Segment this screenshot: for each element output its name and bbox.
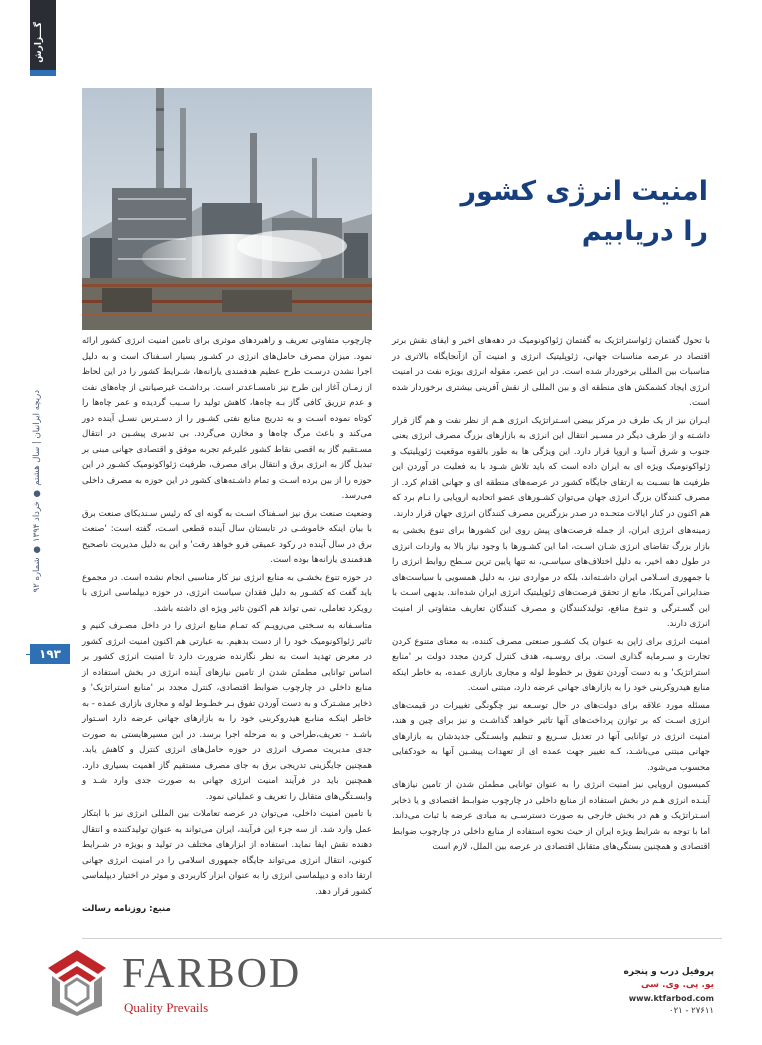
paragraph: چارچوب متفاوتی تعریف و راهبردهای موثری برای تامین امنیت انرژی کشور ارائه نمود. میزان مصرف حامل‌های انرژی در کشـور بسیار اسـفناک است و به دلیل اجرا نشدن درسـت طرح عظیم هدفمندی یارانه‌ها، شـرایط کشور را در این لحاظ از زمـان آغاز این طرح نیز نامسـاعدتر است. برداشـت غیرصیانتی از چاه‌های نفت و عدم تزریق کافی گاز بـه چاه‌ها، کاهش تولید را سـبب گردیده و عمر چاه‌ها را کوتاه نموده اسـت و به تدریج منابع نفتی کشـور را از دسـترس نسـل آینده دور می‌کند و باعث مرگ چاه‌ها و مخازن می‌گردد. بی تدبیری پیشـین در انتقال مسـتقیم گاز به اقصی نقاط کشور علیرغم تجربه موفق و اقتصادی جهانی مبنی بر تبدیل گاز به انرژی برق و انتقال برای مصرف، ظرفیت ژئواکونومیک کشـور در این حوزه را از بین برده اسـت و تمام داشـته‌های کشور در این حوزه به مصرف داخلی می‌رسد. (82, 336, 372, 501)
refinery-photo (82, 88, 372, 330)
farbod-logo-icon (46, 948, 108, 1016)
section-label: گـــزارش (34, 22, 44, 63)
paragraph: با تامین امنیت داخلی، می‌توان در عرصه تعاملات بین المللی انرژی نیز با ابتکار عمل وارد شد. از سه جزء این فرآیند، ایران می‌تواند به عنوان تولیدکننده و انتقال دهنده نقش ایفا نماید. استفاده از ابزارهای مختلف در تولید و بویژه در شـرایط کنونی، انتقال انرژی می‌تواند جایگاه جمهوری اسلامی را در امنیت انرژی جهانی ارتقا داده و دیپلماسی انرژی را به عنوان ابزار کاربردی و موثر در اختیار دیپلماسی کشور قرار دهد. (82, 809, 372, 897)
section-tab (30, 0, 56, 76)
paragraph: مسئله مورد علاقه برای دولت‌های در حال توسـعه نیز چگونگی تغییرات در قیمت‌های انرژی اسـت که بر توازن پرداخت‌های آنها تاثیر خواهد گذاشـت و نیز برای چین و هند، امنیت انرژی در توانایی آنها در تعدیل سـریع و تنظیم وابسـتگی جدیدشان به بازارهای جهانی مبتنی می‌باشـد، کـه تغییر جهت عمده ای از تعهدات پیشـین آنها به خودکفایی محسوب می‌شود. (392, 700, 710, 773)
left-text-column (82, 334, 372, 918)
paragraph: کمیسیون اروپایی نیز امنیت انرژی را به عنوان توانایی مطمئن شدن از تامین نیازهای آینـده انرژی هـم در بخش استفاده از منابع داخلی در چارچوب ضوابـط اقتصادی و یا ذخایر اسـتراتژیک و هم در بخش خارجی به صورت دسترسـی به مبادی عرضه با ثبات می‌داند. اما با توجه به شرایط ویژه ایران از حیث نحوه استفاده از منابع داخلی در چارچوب ضوابط اقتصادی و همچنین بستگی‌های متقابل اقتصادی در عرصه بین الملل، لازم است (392, 780, 710, 852)
refinery-illustration (82, 88, 372, 330)
paragraph: متاسـفانه به سـختی می‌رویـم که تمـام منابع انرژی را در داخل مصـرف کنیم و تاثیر ژئواکونومیک خود را از دست بدهیم. به عبارتی هم اکنون امنیت انرژی کشور در معرض تهدید است به نظر نگارنده ضرورت دارد تا امنیت انرژی کشور بر اساس توانایی مطمئن شدن از تامین نیازهای آینده انرژی در بخش استفاده از منابع داخلی در چارچوب ضوابط اقتصادی، کنترل مجدد بر 'منابع استراتژیک' و ذخایر مشـترک و به دست آوردن تفوق بـر خطـوط لوله و مجاری بازاری عمده - به خاطر اینکـه منابـع هیدروکربنی خود را به بازارهای جهانی عرضه دارد اسـتوار باشـد - تعریف،طراحی و به مرحله اجرا برسد. در این مسیرهایستی به صورت جدی مدیریت مصرف انرژی در حوزه حامل‌های انرژی کنترل و کاهش یابد. همچنین جایگزینی تدریجی برق به جای مصرف مستقیم گاز اهمیت بسیاری دارد. همچنین باید در فرآیند امنیت انرژی جهانی به صورت جدی وارد شـد و وابسـتگی‌های متقابل را تعریف و عملیاتی نمود. (82, 621, 372, 802)
article-title (386, 172, 708, 252)
ad-product-line: پروفیل درب و پنجره (623, 967, 714, 977)
paragraph: در حوزه تنوع بخشـی به منابع انرژی نیز کار مناسبی انجام نشده است. در مجموع باید گفت که کشـور به دلیل فقدان سیاست انرژی، در حوزه دیپلماسی انرژی با رویکرد تعاملی، نمی تواند هم اکنون تاثیر ویژه ای داشته باشد. (82, 572, 372, 614)
title-line-2: را دریابیم (581, 216, 708, 247)
ad-contact (602, 966, 714, 1018)
magazine-info-text: دریچه ایرانیان | سال هشتم ● خرداد ۱۳۹۴ ● شماره ۹۲ (32, 390, 42, 593)
magazine-info (30, 390, 48, 635)
ad-website[interactable]: www.ktfarbod.com (628, 994, 714, 1003)
ad-material-line: یو. پی. وی. سی (641, 980, 714, 990)
paragraph: امنیت انرژی برای ژاپن به عنوان یک کشـور صنعتی مصرف کننده، به معنای متنوع کردن تجارت و سـرمایه گذاری است. برای روسـیه، هدف کنترل کردن مجدد دولت بر 'منابع استراتژیک' و به دست آوردن تفوق بر خطوط لوله و مجاری بازاری عمده، به خاطر اینکه منابع هیدروکربنی خود را به بازارهای جهانی عرضه دارد، مبتنی است. (392, 636, 710, 693)
paragraph: زمینه‌های انرژی ایران، از جمله فرصت‌های پیش روی این کشورها برای تنوع بخشی به بازار بزرگ تقاضای انرژی شـان اسـت، اما این کشـورها با وجود نیاز بالا به واردات انرژی در طول دهه اخیر، به دلیل اختلاف‌های سیاسـی، نه تنها پایین ترین سـطح روابط انرژی را با جمهوری اسـلامی ایران داشـته‌اند، بلکه در مواردی نیز، به دلیل همسویی با سیاست‌های ضدایرانی آمریکا، مانع از تحقق فرصت‌های ژئوپلیتیک انرژی ایران شده‌اند. بدیهی اسـت با این گسـترگی و تنوع منافع، تولیدکنندگان و مصرف کنندگان تعاریف متفاوتی از امنیت انرژی دارند. (392, 526, 710, 629)
paragraph: با تحول گفتمان ژئواستراتژیک به گفتمان ژئواکونومیک در دهه‌های اخیر و ایفای نقش برتر اقتصاد در عرصه مناسبات جهانی، ژئوپلیتیک انرژی و امنیت آن ازآنجایگاه بالاتری در مناسبات بین المللی برخوردار شده است. در این عصر، مقوله انرژی بویژه نفت در امنیت انرژی ایجاد کشمکش های منطقه ای و بین المللی از نقش آفرینی بیشتری برخوردار شده است. (392, 336, 710, 408)
article-source: منبع: روزنامه رسالت (82, 904, 171, 914)
ad-phone: ۰۲۱ - ۲۷۶۱۱ (669, 1006, 714, 1016)
title-line-1: امنیت انرژی کشور (460, 176, 708, 207)
page-number: ۱۹۳ (30, 644, 70, 664)
footer-divider (82, 938, 722, 939)
paragraph: وضعیت صنعت برق نیز اسـفناک اسـت به گونه ای که رئیس سـندیکای صنعت برق با بیان اینکه خاموشـی در تابستان سال آینده قطعی اسـت، گفته است: 'صنعت برق در سال آینده در رکود عمیقی فرو خواهد رفت' و این به دلیل مدیریت ناصحیح هدفمندی یارانه‌ها بوده است. (82, 508, 372, 565)
paragraph: ایـران نیز از یک طرف در مرکز بیضی اسـتراتژیک انرژی هـم از نظر نفت و هم گاز قرار داشـته و از طرف دیگر در مسـیر انتقال این انرژی به بازارهای بزرگ مصرف انرژی یعنی جنوب و شرق آسیا و اروپا قرار دارد. این ویژگی ها به طور بالقوه موقعیت ژئوپلیتیک و ژئواکونومیک ویژه ای به ایران داده است که باید تلاش شـود با به فعلیت در آوردن این ظرفیت ها نسـبت به ارتقای جایگاه کشور در عرصه‌های منطقه ای و جهانی اقدام کرد. از مصرف کنندگان بزرگ انرژی جهان می‌توان کشـورهای عضو اتحادیه اروپایی را نـام برد که هم اکنون در کنار ایالات متحـده در صدر بزرگترین مصرف کنندگان انرژی جهان قرار دارند. (392, 415, 710, 519)
brand-name: FARBOD (122, 951, 302, 997)
brand-tagline: Quality Prevails (124, 1000, 209, 1015)
right-text-column (392, 334, 710, 858)
